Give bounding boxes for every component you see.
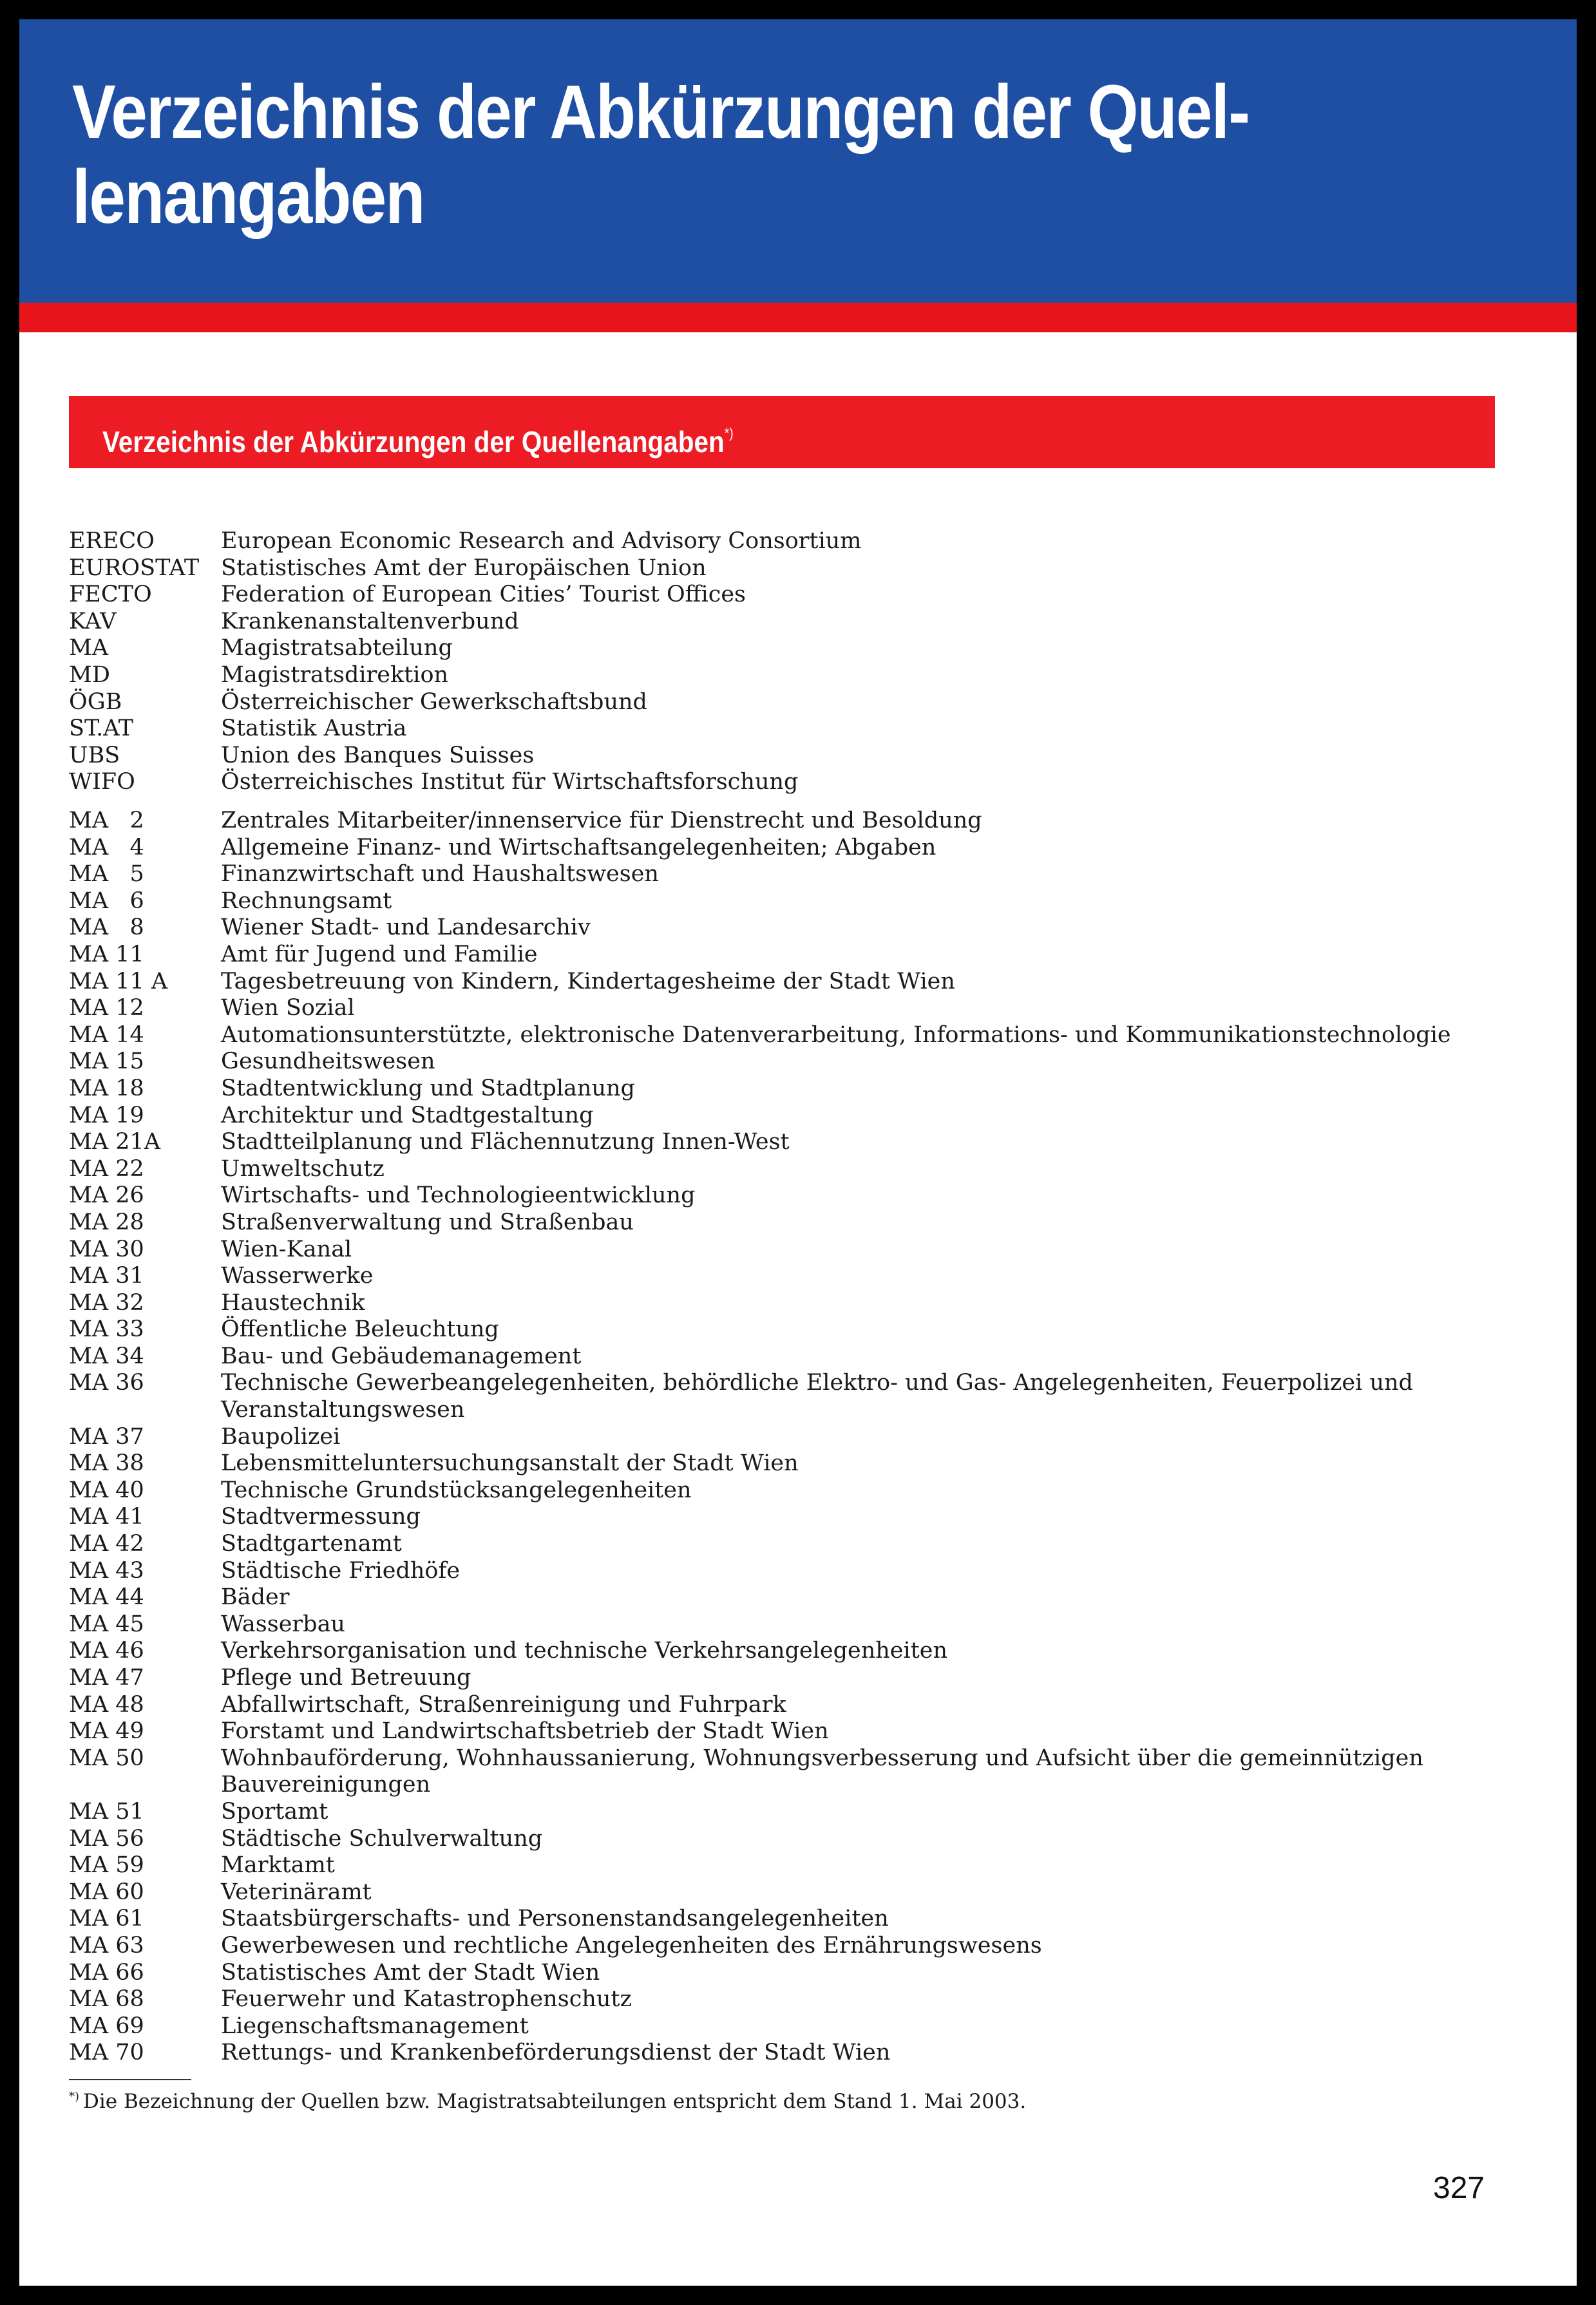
abbreviation-description: Statistisches Amt der Stadt Wien	[221, 1959, 600, 1986]
abbreviation-row	[69, 609, 1505, 636]
abbreviation-description: Wasserbau	[221, 1611, 345, 1637]
section-header-bar	[69, 396, 1495, 468]
abbreviation-code: MA 4	[69, 834, 144, 860]
abbreviation-code: MA 31	[69, 1263, 144, 1289]
abbreviation-row	[69, 769, 1505, 796]
abbreviation-row	[69, 969, 1505, 996]
abbreviation-row	[69, 1638, 1505, 1665]
abbreviation-description: Rettungs- und Krankenbeförderungsdienst der Stadt Wien	[221, 2040, 891, 2066]
abbreviation-description: Krankenanstaltenverbund	[221, 608, 519, 634]
abbreviation-code: MA 6	[69, 887, 144, 914]
abbreviation-code: MA 47	[69, 1665, 144, 1691]
abbreviation-description: Stadtvermessung	[221, 1504, 421, 1530]
abbreviation-code: MA 22	[69, 1155, 144, 1182]
abbreviation-code: MA 48	[69, 1691, 144, 1718]
abbreviation-row	[69, 1156, 1505, 1183]
page-title	[72, 70, 1318, 240]
abbreviation-row	[69, 1745, 1505, 1799]
abbreviation-description: Bäder	[221, 1584, 290, 1611]
header-banner	[19, 19, 1577, 303]
abbreviation-code: MA 26	[69, 1182, 144, 1209]
abbreviation-row	[69, 1343, 1505, 1371]
abbreviation-row	[69, 635, 1505, 662]
abbreviation-row	[69, 942, 1505, 969]
abbreviation-row	[69, 1048, 1505, 1076]
abbreviation-row	[69, 1450, 1505, 1477]
abbreviation-description: Baupolizei	[221, 1423, 341, 1450]
abbreviation-code: MA 40	[69, 1477, 144, 1503]
abbreviation-description: Pflege und Betreuung	[221, 1665, 471, 1691]
abbreviation-code: MA 61	[69, 1906, 144, 1932]
abbreviation-row	[69, 1290, 1505, 1317]
abbreviation-code: MA 32	[69, 1289, 144, 1316]
abbreviation-code: MA 5	[69, 861, 144, 887]
abbreviation-row	[69, 1076, 1505, 1103]
abbreviation-row	[69, 835, 1505, 862]
section-footnote-mark: *)	[724, 425, 734, 441]
abbreviation-code: MA 19	[69, 1102, 144, 1128]
abbreviation-code: MA 41	[69, 1504, 144, 1530]
abbreviation-row	[69, 1826, 1505, 1853]
abbreviation-code: UBS	[69, 742, 120, 768]
abbreviation-code: MA 43	[69, 1557, 144, 1584]
abbreviation-code: MA 46	[69, 1638, 144, 1664]
abbreviation-row	[69, 1960, 1505, 1987]
abbreviation-row	[69, 2040, 1505, 2067]
abbreviation-description: Stadtentwicklung und Stadtplanung	[221, 1075, 635, 1101]
abbreviation-code: MA 33	[69, 1316, 144, 1343]
abbreviation-code: ÖGB	[69, 688, 122, 715]
header-red-stripe	[19, 303, 1577, 332]
abbreviation-description: Architektur und Stadtgestaltung	[221, 1102, 594, 1128]
abbreviation-code: KAV	[69, 608, 117, 634]
page-number: 327	[1433, 2171, 1485, 2205]
abbreviation-code: MA 70	[69, 2040, 144, 2066]
abbreviation-row	[69, 808, 1505, 835]
abbreviation-description: Österreichisches Institut für Wirtschaftsforschung	[221, 769, 799, 795]
abbreviation-code: MA 36	[69, 1370, 144, 1396]
abbreviation-row	[69, 1103, 1505, 1130]
abbreviation-description: Wohnbauförderung, Wohnhaussanierung, Wohnungsverbesserung und Aufsicht über die gemeinnützigen Bauvereinigungen	[221, 1745, 1423, 1798]
abbreviation-code: MA 56	[69, 1825, 144, 1852]
abbreviation-code: ST.AT	[69, 716, 134, 742]
abbreviation-description: Liegenschaftsmanagement	[221, 2013, 529, 2039]
abbreviation-description: Abfallwirtschaft, Straßenreinigung und Fuhrpark	[221, 1691, 786, 1718]
abbreviation-row	[69, 1370, 1505, 1423]
abbreviation-code: MA 69	[69, 2013, 144, 2039]
abbreviation-row	[69, 528, 1505, 555]
abbreviation-description: Wien Sozial	[221, 995, 355, 1021]
section-title	[102, 415, 734, 460]
abbreviation-code: MA 42	[69, 1531, 144, 1557]
abbreviation-description: Marktamt	[221, 1852, 335, 1879]
abbreviation-description: Wiener Stadt- und Landesarchiv	[221, 915, 591, 941]
abbreviation-code: MA 66	[69, 1959, 144, 1986]
footnote-text: Die Bezeichnung der Quellen bzw. Magistratsabteilungen entspricht dem Stand 1. Mai 2003.	[83, 2090, 1027, 2113]
abbreviation-row	[69, 1558, 1505, 1585]
abbreviation-code: WIFO	[69, 769, 135, 795]
abbreviation-description: Gesundheitswesen	[221, 1048, 435, 1075]
abbreviation-row	[69, 743, 1505, 770]
abbreviation-row	[69, 716, 1505, 743]
abbreviation-code: MA 2	[69, 808, 144, 833]
abbreviation-code: MA 15	[69, 1048, 144, 1075]
abbreviation-description: Städtische Friedhöfe	[221, 1557, 461, 1584]
abbreviation-code: EUROSTAT	[69, 555, 200, 581]
abbreviation-description: Automationsunterstützte, elektronische Datenverarbeitung, Informations- und Kommunikationstechnologie	[221, 1021, 1451, 1048]
abbreviation-row	[69, 1209, 1505, 1237]
abbreviation-row	[69, 1182, 1505, 1209]
abbreviation-description: Staatsbürgerschafts- und Personenstandsangelegenheiten	[221, 1906, 889, 1932]
footnote	[69, 2085, 1026, 2114]
abbreviation-description: Straßenverwaltung und Straßenbau	[221, 1209, 634, 1235]
abbreviation-description: Sportamt	[221, 1798, 328, 1825]
abbreviation-row	[69, 1692, 1505, 1719]
abbreviation-description: Allgemeine Finanz- und Wirtschaftsangelegenheiten; Abgaben	[221, 834, 936, 860]
abbreviation-code: MA 38	[69, 1450, 144, 1477]
abbreviation-description: Wien-Kanal	[221, 1236, 352, 1262]
abbreviation-description: Feuerwehr und Katastrophenschutz	[221, 1986, 632, 2013]
abbreviation-code: FECTO	[69, 582, 152, 608]
abbreviation-code: MA 18	[69, 1075, 144, 1101]
abbreviation-description: Österreichischer Gewerkschaftsbund	[221, 688, 647, 715]
abbreviation-row	[69, 689, 1505, 716]
page-title-line-1: Verzeichnis der Abkürzungen der Quel-	[72, 70, 1249, 155]
abbreviation-row	[69, 1263, 1505, 1290]
section-title-text: Verzeichnis der Abkürzungen der Quellenangaben	[102, 425, 725, 459]
abbreviation-code: MA 63	[69, 1932, 144, 1959]
abbreviation-row	[69, 582, 1505, 609]
abbreviation-code: MA 28	[69, 1209, 144, 1235]
abbreviation-row	[69, 1879, 1505, 1906]
abbreviation-code: ERECO	[69, 528, 155, 554]
abbreviation-code: MA 49	[69, 1718, 144, 1745]
abbreviation-row	[69, 1799, 1505, 1826]
abbreviation-row	[69, 1424, 1505, 1451]
abbreviation-row	[69, 888, 1505, 915]
abbreviation-row	[69, 1665, 1505, 1692]
abbreviation-code: MA 11 A	[69, 968, 168, 994]
abbreviation-description: Bau- und Gebäudemanagement	[221, 1343, 582, 1369]
abbreviation-row	[69, 1611, 1505, 1638]
footnote-divider	[69, 2079, 191, 2080]
abbreviation-row	[69, 555, 1505, 582]
page-title-line-2: lenangaben	[72, 155, 424, 240]
abbreviation-code: MA 45	[69, 1611, 144, 1637]
abbreviation-code: MA 68	[69, 1986, 144, 2013]
abbreviation-row	[69, 1906, 1505, 1933]
abbreviation-description: Rechnungsamt	[221, 887, 392, 914]
abbreviation-description: Gewerbewesen und rechtliche Angelegenheiten des Ernährungswesens	[221, 1932, 1042, 1959]
abbreviation-description: Forstamt und Landwirtschaftsbetrieb der Stadt Wien	[221, 1718, 829, 1745]
abbreviation-description: Haustechnik	[221, 1289, 365, 1316]
abbreviation-row	[69, 662, 1505, 689]
abbreviation-row	[69, 1986, 1505, 2013]
abbreviation-row	[69, 861, 1505, 888]
abbreviation-row	[69, 1022, 1505, 1049]
abbreviation-list-general	[69, 528, 1505, 796]
abbreviation-code: MA 21A	[69, 1129, 161, 1155]
abbreviation-description: Wasserwerke	[221, 1263, 374, 1289]
abbreviation-code: MA 50	[69, 1745, 144, 1771]
abbreviation-description: Finanzwirtschaft und Haushaltswesen	[221, 861, 659, 887]
abbreviation-description: Statistisches Amt der Europäischen Union	[221, 555, 707, 581]
abbreviation-description: Magistratsdirektion	[221, 661, 449, 688]
abbreviation-description: Lebensmitteluntersuchungsanstalt der Stadt Wien	[221, 1450, 799, 1477]
abbreviation-code: MA 30	[69, 1236, 144, 1262]
abbreviation-description: Wirtschafts- und Technologieentwicklung	[221, 1182, 696, 1209]
abbreviation-row	[69, 1852, 1505, 1879]
abbreviation-description: Union des Banques Suisses	[221, 742, 535, 768]
abbreviation-row	[69, 1237, 1505, 1264]
abbreviation-description: Magistratsabteilung	[221, 635, 453, 661]
abbreviation-code: MA 34	[69, 1343, 144, 1369]
page	[19, 19, 1577, 2286]
abbreviation-code: MA 37	[69, 1423, 144, 1450]
abbreviation-description: Umweltschutz	[221, 1155, 385, 1182]
abbreviation-row	[69, 1477, 1505, 1504]
abbreviation-code: MA 8	[69, 915, 144, 941]
abbreviation-row	[69, 1504, 1505, 1531]
abbreviation-description: Veterinäramt	[221, 1879, 372, 1905]
abbreviation-code: MA 44	[69, 1584, 144, 1611]
abbreviation-code: MA 59	[69, 1852, 144, 1879]
abbreviation-description: Technische Grundstücksangelegenheiten	[221, 1477, 692, 1503]
abbreviation-description: Öffentliche Beleuchtung	[221, 1316, 499, 1343]
abbreviation-description: Verkehrsorganisation und technische Verkehrsangelegenheiten	[221, 1638, 948, 1664]
abbreviation-row	[69, 1531, 1505, 1558]
abbreviation-code: MA 51	[69, 1798, 144, 1825]
abbreviation-row	[69, 1316, 1505, 1343]
abbreviation-code: MA 14	[69, 1021, 144, 1048]
abbreviation-description: Zentrales Mitarbeiter/innenservice für Dienstrecht und Besoldung	[221, 808, 982, 833]
abbreviation-row	[69, 995, 1505, 1022]
abbreviation-description: Stadtteilplanung und Flächennutzung Innen-West	[221, 1129, 790, 1155]
abbreviation-description: Tagesbetreuung von Kindern, Kindertagesheime der Stadt Wien	[221, 968, 955, 994]
abbreviation-code: MA 60	[69, 1879, 144, 1905]
abbreviation-code: MA 12	[69, 995, 144, 1021]
abbreviation-description: Federation of European Cities’ Tourist Offices	[221, 582, 746, 608]
abbreviation-description: Stadtgartenamt	[221, 1531, 402, 1557]
abbreviation-description: Technische Gewerbeangelegenheiten, behördliche Elektro- und Gas- Angelegenheiten, Feuerpolizei und Veranstaltungswesen	[221, 1370, 1413, 1423]
abbreviation-description: Amt für Jugend und Familie	[221, 941, 538, 967]
abbreviation-row	[69, 1933, 1505, 1960]
abbreviation-list-ma	[69, 808, 1505, 2067]
abbreviation-code: MA 11	[69, 941, 144, 967]
abbreviation-row	[69, 1584, 1505, 1611]
abbreviation-code: MA	[69, 635, 109, 661]
abbreviation-row	[69, 915, 1505, 942]
abbreviation-row	[69, 2013, 1505, 2040]
abbreviation-description: European Economic Research and Advisory Consortium	[221, 528, 862, 554]
abbreviation-description: Städtische Schulverwaltung	[221, 1825, 543, 1852]
abbreviation-description: Statistik Austria	[221, 716, 407, 742]
footnote-mark: *)	[69, 2090, 80, 2103]
abbreviation-code: MD	[69, 661, 110, 688]
abbreviation-row	[69, 1718, 1505, 1745]
abbreviation-row	[69, 1129, 1505, 1156]
